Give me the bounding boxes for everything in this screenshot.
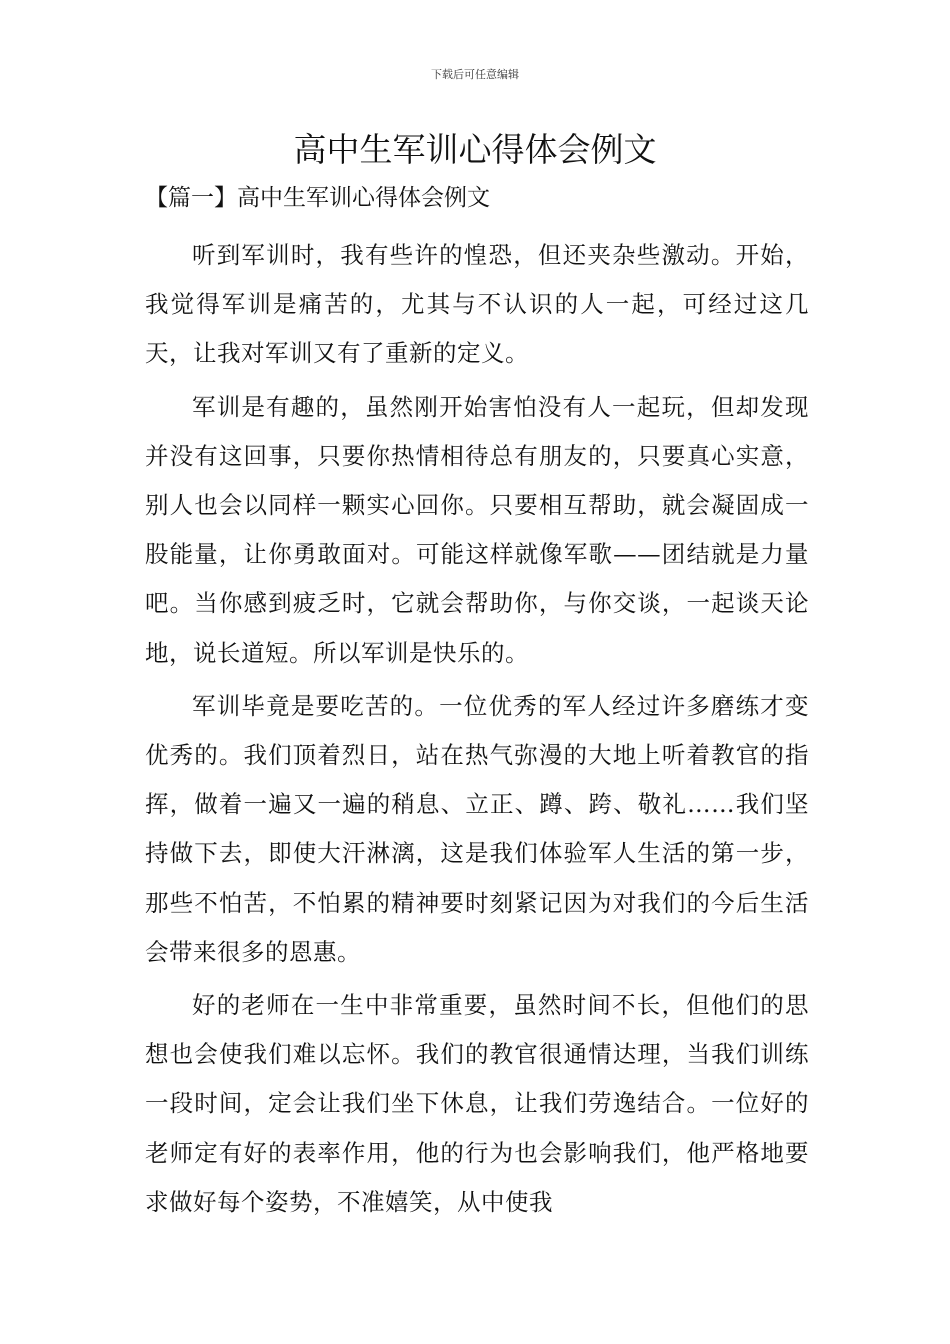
paragraph-4: 好的老师在一生中非常重要，虽然时间不长，但他们的思想也会使我们难以忘怀。我们的教官很通情达理，当我们训练一段时间，定会让我们坐下休息，让我们劳逸结合。一位好的老师定有好的表率作用，他的行为也会影响我们，他严格地要求做好每个姿势，不准嬉笑，从中使我	[145, 991, 809, 1216]
header-note: 下载后可任意编辑	[431, 68, 519, 81]
page-title: 高中生军训心得体会例文	[293, 130, 657, 169]
paragraph-1: 听到军训时，我有些许的惶恐，但还夹杂些激动。开始，我觉得军训是痛苦的，尤其与不认识的人一起，可经过这几天，让我对军训又有了重新的定义。	[145, 241, 809, 368]
section-heading: 【篇一】高中生军训心得体会例文	[145, 185, 490, 211]
paragraph-2: 军训是有趣的，虽然刚开始害怕没有人一起玩，但却发现并没有这回事，只要你热情相待总有朋友的，只要真心实意，别人也会以同样一颗实心回你。只要相互帮助，就会凝固成一股能量，让你勇敢面对。可能这样就像军歌——团结就是力量吧。当你感到疲乏时，它就会帮助你，与你交谈，一起谈天论地，说长道短。所以军训是快乐的。	[145, 392, 809, 667]
body-text	[145, 231, 809, 1231]
paragraph-3: 军训毕竟是要吃苦的。一位优秀的军人经过许多磨练才变优秀的。我们顶着烈日，站在热气弥漫的大地上听着教官的指挥，做着一遍又一遍的稍息、立正、蹲、跨、敬礼……我们坚持做下去，即使大汗淋漓，这是我们体验军人生活的第一步，那些不怕苦，不怕累的精神要时刻紧记因为对我们的今后生活会带来很多的恩惠。	[145, 691, 809, 966]
